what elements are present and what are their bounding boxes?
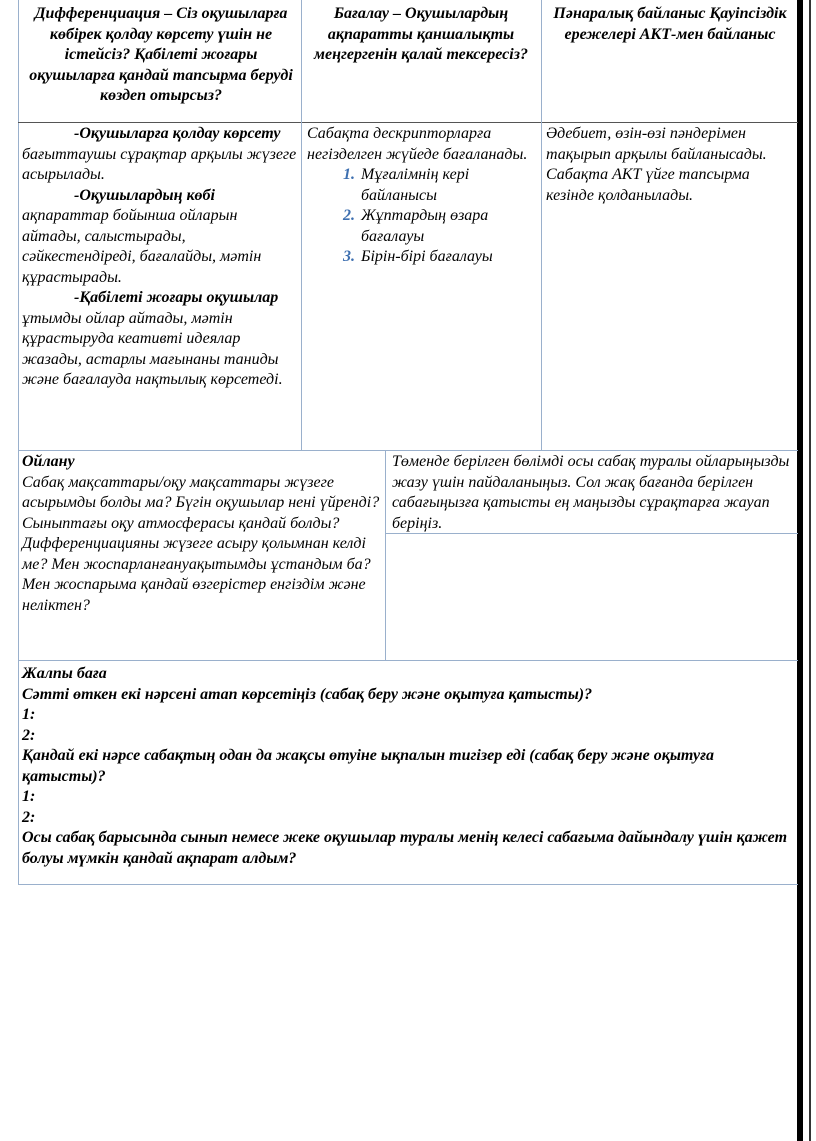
differentiation-majority: -Оқушылардың көбі ақпараттар бойынша ойларын айтады, салыстырады, сәйкестендіреді, бағалайды, мәтін құрастырады.	[22, 186, 262, 286]
summary-answer-2-1: 1:	[22, 788, 36, 805]
header-assessment: Бағалау – Оқушылардың ақпаратты қаншалықты меңгергенін қалай тексересіз?	[314, 5, 528, 63]
page-right-edge	[797, 0, 803, 1141]
row-divider-reflect	[18, 660, 798, 661]
assessment-cell	[307, 124, 539, 268]
row-divider-main	[18, 450, 798, 451]
col-divider-1	[301, 0, 302, 450]
summary-answer-2-2: 2:	[22, 808, 36, 826]
list-item: 1. Мұғалімнің кері байланысы	[359, 165, 539, 206]
assessment-intro: Сабақта дескрипторларға негізделген жүйеде бағаланады.	[307, 125, 528, 163]
assessment-list	[307, 165, 539, 268]
summary-question-1: Сәтті өткен екі нәрсені атап көрсетіңіз (сабақ беру және оқытуға қатысты)?	[22, 685, 593, 703]
page-right-edge-shadow	[809, 0, 811, 1141]
col-divider-2	[541, 0, 542, 450]
reflection-note: Төменде берілген бөлімді осы сабақ туралы ойларыңызды жазу үшін пайдаланыңыз. Сол жақ бағанда берілген сабағыңызға қатысты ең маңызды сұрақтарға жауап беріңіз.	[392, 453, 790, 532]
differentiation-cell	[22, 124, 300, 391]
table-left-border	[18, 0, 19, 885]
reflection-questions: Сабақ мақсаттары/оқу мақсаттары жүзеге асырымды болды ма? Бүгін оқушылар нені үйренді? Сыныптағы оқу атмосферасы қандай болды? Дифференциацияны жүзеге асыру қолымнан келді ме? Мен жоспарланғануақытымды ұстандым ба? Мен жоспарыма қандай өзгерістер енгіздім және неліктен?	[22, 473, 380, 614]
differentiation-support: -Оқушыларға қолдау көрсету бағыттаушы сұрақтар арқылы жүзеге асырылады.	[22, 125, 297, 183]
row-divider-summary	[18, 884, 798, 885]
summary-answer-1-1: 1:	[22, 706, 36, 723]
summary-cell	[22, 664, 797, 869]
list-item: 3. Бірін-бірі бағалауы	[359, 247, 539, 268]
reflection-cell	[22, 452, 382, 616]
header-differentiation: Дифференциация – Сіз оқушыларға көбірек қолдау көрсету үшін не істейсіз? Қабілеті жоғары оқушыларға қандай тапсырма беруді көздеп отырсыз?	[29, 5, 293, 104]
reflection-title: Ойлану	[22, 453, 75, 470]
crosscurricular-cell: Әдебиет, өзін-өзі пәндерімен тақырып арқылы байланысады. Сабақта АКТ үйге тапсырма кезінде қолданылады.	[546, 125, 767, 204]
summary-answer-1-2: 2:	[22, 726, 36, 744]
list-item: 2. Жұптардың өзара бағалауы	[359, 206, 539, 247]
summary-question-2: Қандай екі нәрсе сабақтың одан да жақсы өтуіне ықпалын тигізер еді (сабақ беру және оқытуға қатысты)?	[22, 747, 714, 785]
summary-title: Жалпы баға	[22, 665, 107, 682]
header-crosscurricular: Пәнаралық байланыс Қауіпсіздік ережелері АКТ-мен байланыс	[553, 5, 787, 43]
col-divider-reflect	[385, 450, 386, 660]
summary-question-3: Осы сабақ барысында сынып немесе жеке оқушылар туралы менің келесі сабағыма дайындалу үшін қажет болуы мүмкін қандай ақпарат алдым?	[22, 829, 788, 867]
row-divider-header	[18, 122, 798, 123]
differentiation-gifted: -Қабілеті жоғары оқушылар ұтымды ойлар айтады, мәтін құрастыруда кеативті идеялар жазады, астарлы мағынаны таниды және бағалауда нақтылық көрсетеді.	[22, 289, 283, 388]
